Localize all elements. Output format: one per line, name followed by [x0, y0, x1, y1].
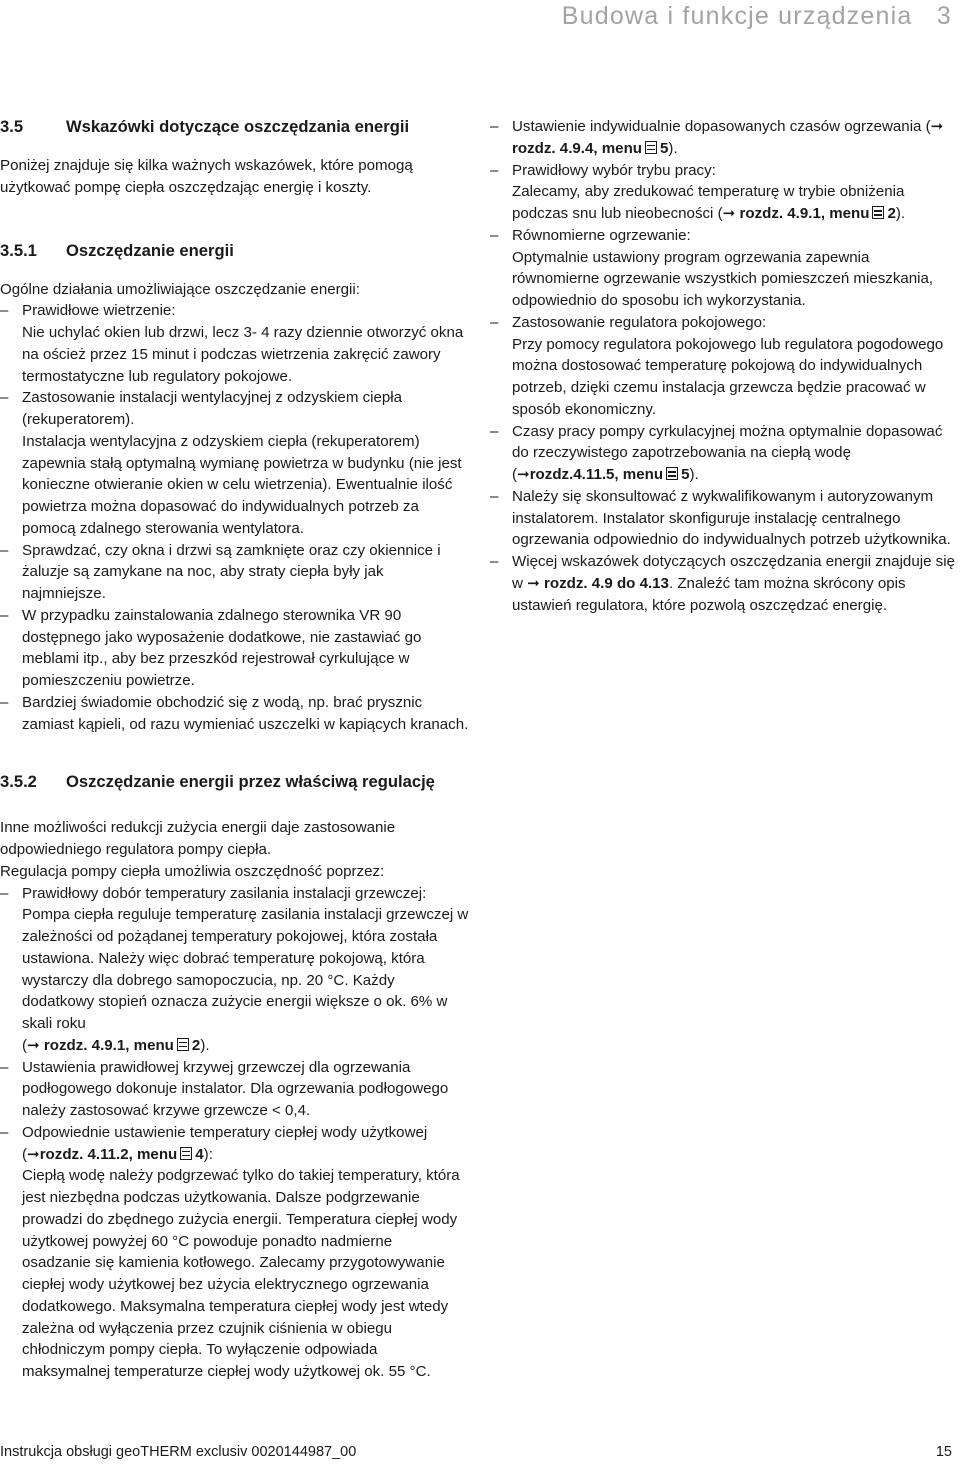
general-intro: Ogólne działania umożliwiające oszczędzanie energii:	[0, 280, 360, 298]
list-item: – Zastosowanie regulatora pokojowego: Przy pomocy regulatora pokojowego lub regulatora pogodowego można dostosować temperaturę pokojową do indywidualnych potrzeb, dzięki czemu instalacja grzewcza będzie pracować w sposób ekonomiczny.	[490, 312, 960, 421]
list-item: – W przypadku zainstalowania zdalnego sterownika VR 90 dostępnego jako wyposażenie dodatkowe, nie zastawiać go meblami itp., aby bez przeszkód rejestrował cyrkulujące w pomieszczeniu powietrze.	[0, 605, 470, 692]
list-item: – Należy się skonsultować z wykwalifikowanym i autoryzowanym instalatorem. Instalator skonfiguruje instalację centralnego ogrzewania odpowiednio do indywidualnych potrzeb użytkownika.	[490, 486, 960, 551]
footer-document-title: Instrukcja obsługi geoTHERM exclusiv 0020144987_00	[0, 1444, 357, 1460]
page-number: 15	[935, 1444, 952, 1460]
page-header	[562, 2, 952, 31]
arrow-icon: ➞	[930, 118, 944, 135]
menu-icon	[180, 1147, 192, 1160]
list-item: – Odpowiednie ustawienie temperatury ciepłej wody użytkowej (➞rozdz. 4.11.2, menu 4): Ciepłą wodę należy podgrzewać tylko do takiej temperatury, która jest niezbędna podczas użytkowania. Dalsze podgrzewanie prowadzi do zbędnego zużycia energii. Temperatura ciepłej wody użytkowej powyżej 60 °C powoduje ponadto nadmierne osadzanie się kamienia kotłowego. Zalecamy przygotowywanie ciepłej wody użytkowej bez użycia elektrycznego ogrzewania dodatkowego. Maksymalna temperatura ciepłej wody jest wtedy zależna od wyłączenia przez czujnik ciśnienia w obiegu chłodniczym pompy ciepła. To wyłączenie odpowiada maksymalnej temperaturze ciepłej wody użytkowej ok. 55 °C.	[0, 1122, 470, 1383]
regulation-intro: Inne możliwości redukcji zużycia energii daje zastosowanie odpowiedniego regulatora pompy ciepła.	[0, 819, 396, 858]
section-heading-3-5-2: 3.5.2 Oszczędzanie energii przez właściwą regulację	[0, 772, 435, 792]
regulation-intro-2: Regulacja pompy ciepła umożliwia oszczędność poprzez:	[0, 862, 385, 880]
section-heading-3-5: 3.5 Wskazówki dotyczące oszczędzania energii	[0, 117, 410, 136]
list-item: – Prawidłowy dobór temperatury zasilania instalacji grzewczej: Pompa ciepła reguluje temperaturę zasilania instalacji grzewczej w zależności od pożądanej temperatury pokojowej, która została ustawiona. Należy więc dobrać temperaturę pokojową, która wystarczy dla dobrego samopoczucia, np. 20 °C. Każdy dodatkowy stopień oznacza zużycie energii większe o ok. 6% w skali roku (➞ rozdz. 4.9.1, menu 2).	[0, 883, 470, 1057]
list-item: – Ustawienie indywidualnie dopasowanych czasów ogrzewania (➞ rozdz. 4.9.4, menu 5).	[490, 116, 960, 160]
cross-reference[interactable]: rozdz. 4.9.1, menu	[739, 205, 870, 222]
arrow-icon: ➞	[27, 1145, 40, 1163]
arrow-icon: ➞	[517, 466, 530, 483]
cross-reference[interactable]: rozdz. 4.9 do 4.13	[543, 574, 669, 592]
list-item: – Prawidłowe wietrzenie: Nie uchylać okien lub drzwi, lecz 3- 4 razy dziennie otworzyć okna na oścież przez 15 minut i podczas wietrzenia zakręcić zawory termostatyczne lub regulatory pokojowe.	[0, 300, 470, 387]
cross-reference[interactable]: rozdz. 4.9.1, menu	[43, 1036, 174, 1054]
list-item: – Czasy pracy pompy cyrkulacyjnej można optymalnie dopasować do rzeczywistego zapotrzebowania na ciepłą wodę (➞rozdz.4.11.5, menu 5).	[490, 421, 960, 486]
section-heading-3-5-1: 3.5.1 Oszczędzanie energii	[0, 240, 234, 260]
menu-icon	[177, 1038, 189, 1051]
menu-icon	[645, 141, 657, 154]
list-item: – Sprawdzać, czy okna i drzwi są zamknięte oraz czy okiennice i żaluzje są zamykane na noc, aby straty ciepła były jak najmniejsze.	[0, 540, 470, 605]
list-item: – Prawidłowy wybór trybu pracy: Zalecamy, aby zredukować temperaturę w trybie obniżenia podczas snu lub nieobecności (➞ rozdz. 4.9.1, menu 2).	[490, 160, 960, 225]
list-item: – Bardziej świadomie obchodzić się z wodą, np. brać prysznic zamiast kąpieli, od razu wymieniać uszczelki w kapiących kranach.	[0, 692, 470, 736]
list-item: – Zastosowanie instalacji wentylacyjnej z odzyskiem ciepła (rekuperatorem). Instalacja wentylacyjna z odzyskiem ciepła (rekuperatorem) zapewnia stałą optymalną wymianę powietrza w budynku (nie jest konieczne otwieranie okien w celu wietrzenia). Ewentualnie ilość powietrza można dopasować do indywidualnych potrzeb za pomocą zdalnego sterowania wentylatora.	[0, 387, 470, 539]
right-column	[490, 116, 960, 616]
arrow-icon: ➞	[527, 574, 540, 592]
arrow-icon: ➞	[722, 205, 736, 222]
cross-reference[interactable]: rozdz. 4.9.4, menu	[512, 139, 643, 157]
menu-icon	[666, 467, 678, 480]
menu-icon	[872, 206, 884, 219]
left-column	[0, 116, 470, 1383]
arrow-icon: ➞	[27, 1036, 40, 1054]
header-chapter: 3	[936, 2, 952, 30]
cross-reference[interactable]: rozdz.4.11.5, menu	[529, 466, 664, 483]
page-footer	[0, 1444, 952, 1460]
list-item: – Więcej wskazówek dotyczących oszczędzania energii znajduje się w ➞ rozdz. 4.9 do 4.13. Znaleźć tam można skrócony opis ustawień regulatora, które pozwolą oszczędzać energię.	[490, 551, 960, 616]
list-item: – Równomierne ogrzewanie: Optymalnie ustawiony program ogrzewania zapewnia równomierne ogrzewanie wszystkich pomieszczeń mieszkania, odpowiednio do sposobu ich wykorzystania.	[490, 225, 960, 312]
cross-reference[interactable]: rozdz. 4.11.2, menu	[39, 1145, 178, 1163]
list-item: – Ustawienia prawidłowej krzywej grzewczej dla ogrzewania podłogowego dokonuje instalator. Dla ogrzewania podłogowego należy zastosować krzywe grzewcze < 0,4.	[0, 1057, 470, 1122]
header-title: Budowa i funkcje urządzenia	[561, 2, 913, 30]
section-intro: Poniżej znajduje się kilka ważnych wskazówek, które pomogą użytkować pompę ciepła oszczędzając energię i koszty.	[0, 157, 413, 196]
